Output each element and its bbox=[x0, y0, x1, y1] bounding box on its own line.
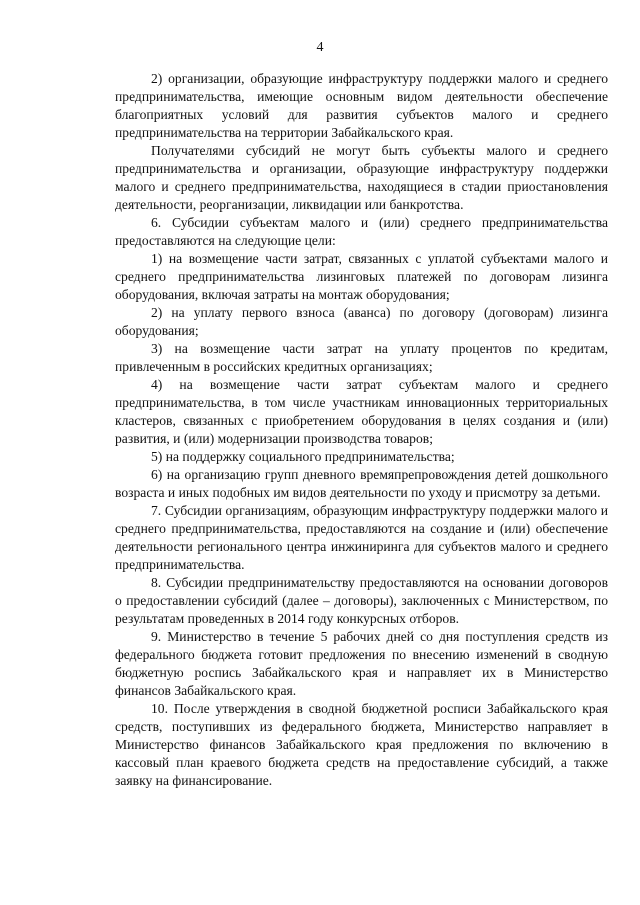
paragraph-item-8-agreements: 8. Субсидии предпринимательству предоставляются на основании договоров о предоставлении субсидий (далее – договоры), заключенных с Министерством, по результатам проведенных в 2014 году конкурсных отборов. bbox=[115, 575, 608, 626]
document-body bbox=[115, 70, 608, 790]
paragraph-purpose-4-equipment: 4) на возмещение части затрат субъектам малого и среднего предпринимательства, в том числе участникам инновационных территориальных кластеров, связанных с приобретением оборудования в целях создания и (или) развития, и (или) модернизации производства товаров; bbox=[115, 377, 608, 446]
paragraph-purpose-3-interest: 3) на возмещение части затрат на уплату процентов по кредитам, привлеченным в российских кредитных организациях; bbox=[115, 341, 608, 374]
page-number: 4 bbox=[316, 40, 324, 55]
paragraph-purpose-6-childcare: 6) на организацию групп дневного времяпрепровождения детей дошкольного возраста и иных подобных им видов деятельности по уходу и присмотру за детьми. bbox=[115, 467, 608, 500]
paragraph-item-10-cash-plan: 10. После утверждения в сводной бюджетной росписи Забайкальского края средств, поступивших из федерального бюджета, Министерство направляет в Министерство финансов Забайкальского края предложения по включению в кассовый план краевого бюджета средств на предоставление субсидий, а также заявку на финансирование. bbox=[115, 701, 608, 788]
paragraph-purpose-1-leasing: 1) на возмещение части затрат, связанных с уплатой субъектами малого и среднего предпринимательства лизинговых платежей по договорам лизинга оборудования, включая затраты на монтаж оборудования; bbox=[115, 251, 608, 302]
paragraph-item-9-ministry-proposals: 9. Министерство в течение 5 рабочих дней со дня поступления средств из федерального бюджета готовит предложения по внесению изменений в сводную бюджетную роспись Забайкальского края и направляет их в Министерство финансов Забайкальского края. bbox=[115, 629, 608, 698]
paragraph-purpose-5-social: 5) на поддержку социального предпринимательства; bbox=[151, 449, 455, 464]
paragraph-organizations-infrastructure: 2) организации, образующие инфраструктуру поддержки малого и среднего предпринимательства, имеющие основным видом деятельности обеспечение благоприятных условий для развития субъектов малого и среднего предпринимательства на территории Забайкальского края. bbox=[115, 71, 608, 140]
paragraph-item-6-subsidy-purposes: 6. Субсидии субъектам малого и (или) среднего предпринимательства предоставляются на следующие цели: bbox=[115, 215, 608, 248]
paragraph-purpose-2-first-payment: 2) на уплату первого взноса (аванса) по договору (договорам) лизинга оборудования; bbox=[115, 305, 608, 338]
paragraph-ineligible-recipients: Получателями субсидий не могут быть субъекты малого и среднего предпринимательства и организации, образующие инфраструктуру поддержки малого и среднего предпринимательства, находящиеся в стадии приостановления деятельности, реорганизации, ликвидации или банкротства. bbox=[115, 143, 608, 212]
paragraph-item-7-engineering-center: 7. Субсидии организациям, образующим инфраструктуру поддержки малого и среднего предпринимательства, предоставляются на создание и (или) обеспечение деятельности регионального центра инжиниринга для субъектов малого и среднего предпринимательства. bbox=[115, 503, 608, 572]
